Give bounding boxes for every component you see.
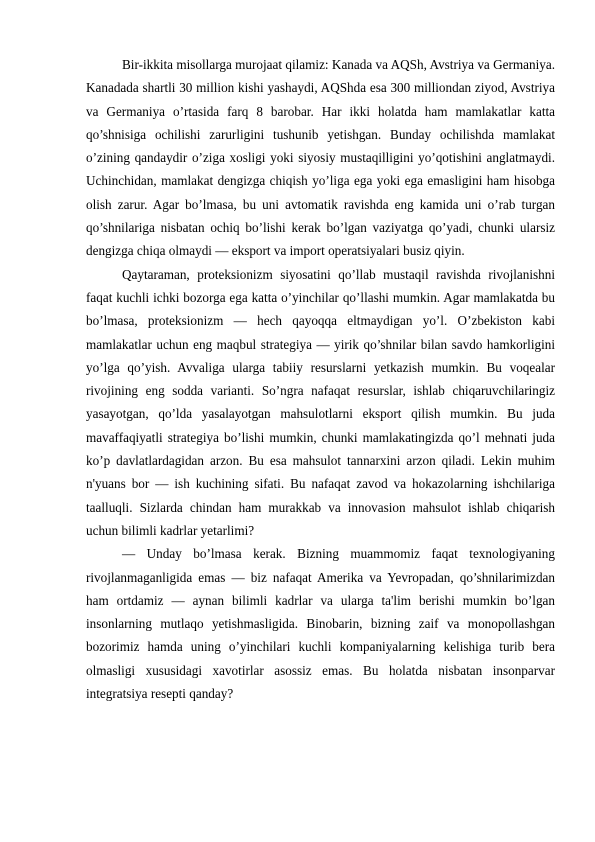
paragraph-2: Qaytaraman, proteksionizm siyosatini qo’llab mustaqil ravishda rivojlanishni faqat kuchli ichki bozorga ega katta o’yinchilar qo’llashi mumkin. Agar mamlakatda bu bo’lmasa, proteksionizm — hech qayoqqa eltmaydigan yo’l. O’zbekiston kabi mamlakatlar uchun eng maqbul strategiya — yirik qo’shnilar bilan savdo hamkorligini yo’lga qo’yish. Avvaliga ularga tabiiy resurslarni yetkazish mumkin. Bu voqealar rivojining eng sodda varianti. So’ngra nafaqat resurslar, ishlab chiqaruvchilaringiz yasayotgan, qo’lda yasalayotgan mahsulotlarni eksport qilish mumkin. Bu juda mavaffaqiyatli strategiya bo’lishi mumkin, chunki mamlakatingizda qo’l mehnati juda ko’p davlatlardagidan arzon. Bu esa mahsulot tannarxini arzon qiladi. Lekin muhim n'yuans bor — ish kuchining sifati. Bu nafaqat zavod va hokazolarning ishchilariga taalluqli. Sizlarda chindan ham murakkab va innovasion mahsulot ishlab chiqarish uchun bilimli kadrlar yetarlimi? (86, 266, 555, 538)
paragraph-3: — Unday bo’lmasa kerak. Bizning muammomiz faqat texnologiyaning rivojlanmaganligida emas — biz nafaqat Amerika va Yevropadan, qo’shnilarimizdan ham ortdamiz — aynan bilimli kadrlar va ularga ta'lim berishi mumkin bo’lgan insonlarning mutlaqo yetishmasligida. Binobarin, bizning zaif va monopollashgan bozorimiz hamda uning o’yinchilari kuchli kompaniyalarning kelishiga turib bera olmasligi xususidagi xavotirlar asossiz emas. Bu holatda nisbatan insonparvar integratsiya resepti qanday? (86, 546, 555, 702)
paragraph-1: Bir-ikkita misollarga murojaat qilamiz: Kanada va AQSh, Avstriya va Germaniya. Kanadada shartli 30 million kishi yashaydi, AQShda esa 300 milliondan ziyod, Avstriya va Germaniya o’rtasida farq 8 barobar. Har ikki holatda ham mamlakatlar katta qo’shnisiga ochilishi zarurligini tushunib yetishgan. Bunday ochilishda mamlakat o’zining qandaydir o’ziga xosligi yoki siyosiy mustaqilligini yo’qotishini anglatmaydi. Uchinchidan, mamlakat dengizga chiqish yo’liga ega yoki ega emasligini ham hisobga olish zarur. Agar bo’lmasa, bu uni avtomatik ravishda eng kamida uni o’rab turgan qo’shnilariga nisbatan ochiq bo’lishi kerak bo’lgan vaziyatga qo’yadi, chunki ularsiz dengizga chiqa olmaydi — eksport va import operatsiyalari busiz qiyin. (86, 57, 555, 259)
document-page (86, 53, 555, 705)
